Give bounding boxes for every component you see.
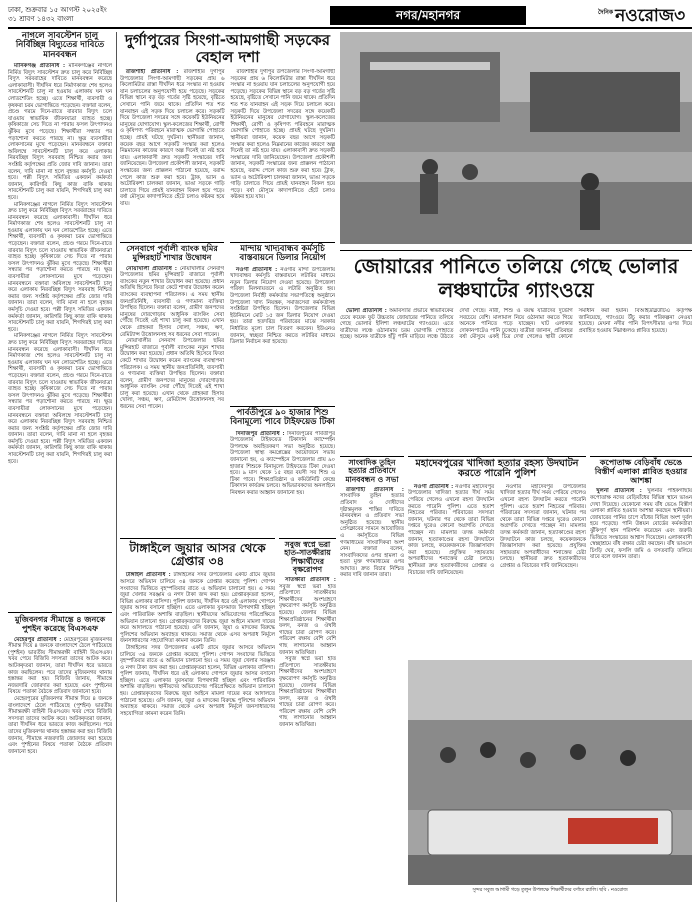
body-text-cont: টাঙ্গাইলের সদর উপজেলার একটি গ্রামে জুয়ার আসরে অভিযান চালিয়ে ৩৪ জনকে গ্রেপ্তার করেছে পুলিশ। গোপন সংবাদের ভিত্তিতে বৃহস্পতিবার রাতে এ অভিযান চালানো হয়। এ সময় জুয়া খেলার সরঞ্জাম ও নগদ টাকা জব্দ করা হয়। গ্রেপ্তারকৃতরা হলেন, বিভিন্ন এলাকার বাসিন্দা। পুলিশ জানায়, দীর্ঘদিন ধরে ওই এলাকায় গোপনে জুয়ার আসর বসানো হচ্ছিল। এতে এলাকার যুবসমাজ বিপথগামী হচ্ছিল এবং পারিবারিক অশান্তি বাড়ছিল। স্থানীয়দের অভিযোগের পরিপ্রেক্ষিতে অভিযান চালানো হয়। গ্রেপ্তারকৃতদের বিরুদ্ধে জুয়া আইনে মামলা দায়ের করে আদালতে পাঠানো হয়েছে। ওসি জানান, জুয়া ও মাদকের বিরুদ্ধে পুলিশের অভিযান অব্যাহত থাকবে। সমাজ থেকে এসব অপরাধ নির্মূলে জনসাধারণের সহযোগিতা কামনা করেন তিনি।	[120, 644, 275, 717]
story-satkhira	[279, 538, 336, 902]
body-text-cont: রাজশাহীর দুর্গাপুর উপজেলার সিংগা-আমগাছী সড়কের প্রায় ৬ কিলোমিটার রাস্তা দীর্ঘদিন ধরে সংস্কার না হওয়ায় যান চলাচলের অনুপযোগী হয়ে পড়েছে। সড়কের বিভিন্ন স্থানে বড় বড় গর্তের সৃষ্টি হয়েছে, বৃষ্টিতে সেখানে পানি জমে থাকে। প্রতিদিন শত শত যানবাহন এই সড়ক দিয়ে চলাচল করে। সড়কটি দিয়ে উপজেলা সদরের সঙ্গে কয়েকটি ইউনিয়নের মানুষের যোগাযোগ। স্কুল-কলেজের শিক্ষার্থী, রোগী ও কৃষিপণ্য পরিবহনে মারাত্মক ভোগান্তি পোহাতে হচ্ছে। প্রায়ই ঘটছে দুর্ঘটনা। স্থানীয়রা জানান, কয়েক বছর আগে সড়কটি সংস্কার করা হলেও নিম্নমানের কাজের কারণে অল্প দিনেই তা নষ্ট হয়ে যায়। এলাকাবাসী দ্রুত সড়কটি সংস্কারের দাবি জানিয়েছেন। উপজেলা প্রকৌশলী জানান, সড়কটি সংস্কারের জন্য প্রাক্কলন পাঠানো হয়েছে, বরাদ্দ পেলে কাজ শুরু করা হবে। ট্রাক, ভ্যান ও অটোরিকশা চালকরা জানান, ভাঙা সড়কে গাড়ি চালাতে গিয়ে প্রায়ই যানবাহন বিকল হয়ে পড়ে। বর্ষা মৌসুমে কাদাপানিতে হেঁটে চলাও কষ্টকর হয়ে যায়।	[230, 69, 335, 201]
story-kopotakkho	[590, 456, 692, 656]
headline: সবুজ স্বপ্নে ভরা হাত-সাতক্ষীরায় শিক্ষার্থীদের বৃক্ষরোপণ	[284, 540, 331, 574]
ferry-photo	[340, 32, 692, 244]
story-body	[120, 572, 275, 892]
story-pushin	[8, 612, 112, 902]
story-body	[590, 488, 692, 650]
byline: রাজশাহী প্রতিনিধি :	[126, 69, 179, 75]
byline: খুলনা প্রতিনিধি :	[596, 488, 642, 495]
story-body	[279, 577, 336, 877]
body-text-cont: সবুজ স্বপ্নে ভরা হাত প্রতিপাদ্যে সাতক্ষীরায় শিক্ষার্থীদের অংশগ্রহণে বৃক্ষরোপণ কর্মসূচি অনুষ্ঠিত হয়েছে। জেলার বিভিন্ন শিক্ষাপ্রতিষ্ঠানের শিক্ষার্থীরা ফলদ, বনজ ও ঔষধি গাছের চারা রোপণ করে। পরিবেশ রক্ষায় বেশি বেশি গাছ লাগানোর আহ্বান জানান অতিথিরা।	[279, 656, 336, 729]
byline: মেহেরপুর প্রতিনিধি :	[14, 636, 62, 643]
body-text: সবুজ স্বপ্নে ভরা হাত প্রতিপাদ্যে সাতক্ষীরায় শিক্ষার্থীদের অংশগ্রহণে বৃক্ষরোপণ কর্মসূচি অনুষ্ঠিত হয়েছে। জেলার বিভিন্ন শিক্ষাপ্রতিষ্ঠানের শিক্ষার্থীরা ফলদ, বনজ ও ঔষধি গাছের চারা রোপণ করে। পরিবেশ রক্ষায় বেশি বেশি গাছ লাগানোর আহ্বান জানান অতিথিরা।	[279, 583, 336, 656]
byline: ভোলা প্রতিনিধি :	[346, 308, 387, 314]
body-text-cont: মানিকগঞ্জের নাগলে নির্মিত বিদ্যুৎ সাবস্টেশন দ্রুত চালু করে নির্বিচ্ছিন্ন বিদ্যুৎ সরবরাহের দাবিতে মানববন্ধন করেছে এলাকাবাসী। দীর্ঘদিন ধরে নির্মাণকাজ শেষ হলেও সাবস্টেশনটি চালু না হওয়ায় এলাকায় ঘন ঘন লোডশেডিং হচ্ছে। এতে শিক্ষার্থী, ব্যবসায়ী ও কৃষকরা চরম ভোগান্তিতে পড়েছেন। বক্তারা বলেন, প্রচণ্ড গরমে দিনে-রাতে বারবার বিদ্যুৎ চলে যাওয়ায় স্বাভাবিক জীবনযাত্রা ব্যাহত হচ্ছে। কৃষিকাজে সেচ দিতে না পারায় ফসল উৎপাদনও ঝুঁকির মুখে পড়েছে। শিক্ষার্থীরা সন্ধ্যার পর পড়াশোনা করতে পারছে না। ক্ষুদ্র ব্যবসায়ীরা লোকসানের মুখে পড়েছেন। মানববন্ধনে বক্তারা অবিলম্বে সাবস্টেশনটি চালু করে এলাকায় নিরবচ্ছিন্ন বিদ্যুৎ সরবরাহ নিশ্চিত করার জন্য সংশ্লিষ্ট কর্তৃপক্ষের প্রতি জোর দাবি জানান। তারা বলেন, দাবি মানা না হলে বৃহত্তর কর্মসূচি দেওয়া হবে। পল্লী বিদ্যুৎ সমিতির একজন কর্মকর্তা জানান, কারিগরি কিছু কাজ বাকি থাকায় সাবস্টেশনটি চালু করা যায়নি, শিগগিরই চালু করা হবে।	[8, 201, 112, 333]
story-substation	[8, 32, 112, 608]
byline: রাজশাহী প্রতিনিধি :	[346, 486, 404, 493]
section-band: নগর/মহানগর	[330, 6, 526, 25]
byline: দিনাজপুর প্রতিনিধি :	[236, 430, 285, 437]
page-number: ৩	[674, 6, 686, 26]
date-line	[8, 6, 107, 24]
gregorian-date: ঢাকা, শুক্রবার ১৫ আগস্ট ২০২৫ইং	[8, 6, 107, 14]
body-text: অমাবস্যার প্রভাবে স্বাভাবিকের চেয়ে কয়েক ফুট উচ্চতায় জোয়ারের পানিতে তলিয়ে গেছে ভোলার ইলিশা লঞ্চঘাটের গ্যাংওয়ে। এতে যাত্রীদের লঞ্চে ওঠানামায় চরম ভোগান্তি পোহাতে হচ্ছে। অনেক যাত্রীকে হাঁটু পানি মাড়িয়ে লঞ্চে উঠতে দেখা গেছে। নারী, শিশু ও বয়স্ক যাত্রীদের দুর্ভোগ সবচেয়ে বেশি। মালামাল নিয়ে ওঠানামা করতে গিয়ে অনেকে পানিতে পড়ে যাচ্ছেন। ঘাট এলাকার দোকানপাটেও পানি ঢুকেছে। যাত্রীরা জানান, প্রতিবছর বর্ষা মৌসুমে একই চিত্র দেখা গেলেও স্থায়ী কোনো সমাধান করা হয়নি। বিআইডব্লিউটিএ কর্তৃপক্ষ জানিয়েছে, গ্যাংওয়ে উঁচু করার পরিকল্পনা নেওয়া হয়েছে। মেঘনা নদীর পানি বিপৎসীমার ওপর দিয়ে প্রবাহিত হওয়ায় নিম্নাঞ্চলও প্লাবিত হয়েছে।	[340, 308, 692, 341]
byline: মানিকগঞ্জ প্রতিনিধি :	[14, 63, 66, 70]
column-rule	[116, 32, 117, 902]
headline: জোয়ারের পানিতে তলিয়ে গেছে ভোলার লঞ্চঘাটের গ্যাংওয়ে	[353, 254, 679, 302]
byline: নোয়াখালী প্রতিনিধি :	[126, 265, 177, 272]
body-text-cont: নওগাঁর মহাদেবপুর উপজেলার খাদিজা হত্যার দীর্ঘ সময় পেরিয়ে গেলেও এখনো রহস্য উদঘাটন করতে পারেনি পুলিশ। এতে হতাশ নিহতের পরিবার। পরিবারের সদস্যরা জানান, ঘটনার পর থেকে তারা বিভিন্ন দপ্তরে ঘুরেও কোনো অগ্রগতি দেখতে পাচ্ছেন না। মামলার তদন্ত কর্মকর্তা জানান, হত্যাকাণ্ডের রহস্য উদঘাটনে কাজ চলছে, কয়েকজনকে জিজ্ঞাসাবাদ করা হয়েছে। প্রযুক্তির সহায়তায় অপরাধীদের শনাক্তের চেষ্টা চলছে। স্থানীয়রা দ্রুত হত্যাকারীদের গ্রেপ্তার ও বিচারের দাবি জানিয়েছেন।	[500, 483, 586, 569]
headline: নাগলে সাবস্টেশন চালু নির্বিচ্ছিন্ন বিদ্যুতের দাবিতে মানববন্ধন	[15, 31, 105, 60]
story-durgapur	[120, 32, 335, 237]
body-text: রাজশাহীর দুর্গাপুর উপজেলার সিংগা-আমগাছী সড়কের প্রায় ৬ কিলোমিটার রাস্তা দীর্ঘদিন ধরে সংস্কার না হওয়ায় যান চলাচলের অনুপযোগী হয়ে পড়েছে। সড়কের বিভিন্ন স্থানে বড় বড় গর্তের সৃষ্টি হয়েছে, বৃষ্টিতে সেখানে পানি জমে থাকে। প্রতিদিন শত শত যানবাহন এই সড়ক দিয়ে চলাচল করে। সড়কটি দিয়ে উপজেলা সদরের সঙ্গে কয়েকটি ইউনিয়নের মানুষের যোগাযোগ। স্কুল-কলেজের শিক্ষার্থী, রোগী ও কৃষিপণ্য পরিবহনে মারাত্মক ভোগান্তি পোহাতে হচ্ছে। প্রায়ই ঘটছে দুর্ঘটনা। স্থানীয়রা জানান, কয়েক বছর আগে সড়কটি সংস্কার করা হলেও নিম্নমানের কাজের কারণে অল্প দিনেই তা নষ্ট হয়ে যায়। এলাকাবাসী দ্রুত সড়কটি সংস্কারের দাবি জানিয়েছেন। উপজেলা প্রকৌশলী জানান, সড়কটি সংস্কারের জন্য প্রাক্কলন পাঠানো হয়েছে, বরাদ্দ পেলে কাজ শুরু করা হবে। ট্রাক, ভ্যান ও অটোরিকশা চালকরা জানান, ভাঙা সড়কে গাড়ি চালাতে গিয়ে প্রায়ই যানবাহন বিকল হয়ে পড়ে। বর্ষা মৌসুমে কাদাপানিতে হেঁটে চলাও কষ্টকর হয়ে যায়।	[120, 69, 225, 207]
body-text: মেহেরপুরের মুজিবনগর সীমান্ত দিয়ে ৪ জনকে বাংলাদেশে ঠেলে পাঠিয়েছে (পুশইন) ভারতীয় সীমান্তরক্ষী বাহিনী বিএসএফ। খবর পেয়ে বিজিবি সদস্যরা তাদের আটক করে। আটককৃতরা জানান, তারা দীর্ঘদিন ধরে ভারতে কাজ করছিলেন। পরে তাদের মুজিবনগর থানায় হস্তান্তর করা হয়। বিজিবি জানায়, সীমান্তে নজরদারি জোরদার করা হয়েছে এবং পুশইনের বিষয়ে পতাকা বৈঠকে প্রতিবাদ জানানো হবে।	[8, 636, 112, 696]
rally-photo	[408, 660, 692, 885]
story-senbag	[120, 242, 224, 502]
story-body	[120, 69, 335, 235]
headline: টাঙ্গাইলে জুয়ার আসর থেকে গ্রেপ্তার ৩৪	[129, 541, 266, 569]
body-text: খুলনার পাইকগাছায় কপোতাক্ষ নদের বেড়িবাঁধের বিভিন্ন স্থানে ভাঙন দেখা দিয়েছে। যেকোনো সময় বাঁধ ভেঙে বিস্তীর্ণ এলাকা প্লাবিত হওয়ার আশঙ্কা করছেন স্থানীয়রা। জোয়ারের পানির চাপে বাঁধের বিভিন্ন অংশ দুর্বল হয়ে পড়েছে। পানি উন্নয়ন বোর্ডের কর্মকর্তারা ঝুঁকিপূর্ণ স্থান পরিদর্শন করেছেন এবং জরুরি ভিত্তিতে সংস্কারের আশ্বাস দিয়েছেন। এলাকাবাসী স্বেচ্ছাশ্রমে বাঁধ রক্ষার চেষ্টা করছেন। বাঁধ ভাঙলে চিংড়ি ঘের, ফসলি জমি ও বসতবাড়ি তলিয়ে যাবে বলে জানান তারা।	[590, 488, 692, 561]
byline: নওগাঁ প্রতিনিধি :	[236, 266, 278, 273]
story-body	[408, 484, 586, 649]
story-parbatipur	[230, 406, 335, 531]
body-text: নওগাঁর মহাদেবপুর উপজেলার খাদিজা হত্যার দীর্ঘ সময় পেরিয়ে গেলেও এখনো রহস্য উদঘাটন করতে পারেনি পুলিশ। এতে হতাশ নিহতের পরিবার। পরিবারের সদস্যরা জানান, ঘটনার পর থেকে তারা বিভিন্ন দপ্তরে ঘুরেও কোনো অগ্রগতি দেখতে পাচ্ছেন না। মামলার তদন্ত কর্মকর্তা জানান, হত্যাকাণ্ডের রহস্য উদঘাটনে কাজ চলছে, কয়েকজনকে জিজ্ঞাসাবাদ করা হয়েছে। প্রযুক্তির সহায়তায় অপরাধীদের শনাক্তের চেষ্টা চলছে। স্থানীয়রা দ্রুত হত্যাকারীদের গ্রেপ্তার ও বিচারের দাবি জানিয়েছেন।	[408, 483, 495, 576]
body-text-cont: মেহেরপুরের মুজিবনগর সীমান্ত দিয়ে ৪ জনকে বাংলাদেশে ঠেলে পাঠিয়েছে (পুশইন) ভারতীয় সীমান্তরক্ষী বাহিনী বিএসএফ। খবর পেয়ে বিজিবি সদস্যরা তাদের আটক করে। আটককৃতরা জানান, তারা দীর্ঘদিন ধরে ভারতে কাজ করছিলেন। পরে তাদের মুজিবনগর থানায় হস্তান্তর করা হয়। বিজিবি জানায়, সীমান্তে নজরদারি জোরদার করা হয়েছে এবং পুশইনের বিষয়ে পতাকা বৈঠকে প্রতিবাদ জানানো হবে।	[8, 695, 112, 755]
byline: নওগাঁ প্রতিনিধি :	[414, 483, 454, 490]
story-body	[8, 63, 112, 603]
body-text: নোয়াখালীর সেনবাগ উপজেলার ছমির মুন্সিরহাট বাজারে পূর্বালী ব্যাংকের নতুন শাখার উদ্বোধন করা হয়েছে। প্রধান অতিথি হিসেবে ফিতা কেটে শাখার উদ্বোধন করেন ব্যাংকের ব্যবস্থাপনা পরিচালক। এ সময় স্থানীয় জনপ্রতিনিধি, ব্যবসায়ী ও গণ্যমান্য ব্যক্তিরা উপস্থিত ছিলেন। বক্তারা বলেন, গ্রামীণ জনপদের মানুষের দোরগোড়ায় আধুনিক ব্যাংকিং সেবা পৌঁছে দিতেই এই শাখা চালু করা হয়েছে। এখান থেকে গ্রাহকরা হিসাব খোলা, সঞ্চয়, ঋণ, রেমিট্যান্স উত্তোলনসহ সব ধরনের সেবা পাবেন।	[120, 265, 224, 338]
story-tangail	[120, 538, 275, 902]
story-manda	[230, 242, 335, 402]
bangla-date: ৩১ শ্রাবণ ১৪৩২ বাংলা	[8, 15, 74, 23]
body-text: টাঙ্গাইলের সদর উপজেলার একটি গ্রামে জুয়ার আসরে অভিযান চালিয়ে ৩৪ জনকে গ্রেপ্তার করেছে পুলিশ। গোপন সংবাদের ভিত্তিতে বৃহস্পতিবার রাতে এ অভিযান চালানো হয়। এ সময় জুয়া খেলার সরঞ্জাম ও নগদ টাকা জব্দ করা হয়। গ্রেপ্তারকৃতরা হলেন, বিভিন্ন এলাকার বাসিন্দা। পুলিশ জানায়, দীর্ঘদিন ধরে ওই এলাকায় গোপনে জুয়ার আসর বসানো হচ্ছিল। এতে এলাকার যুবসমাজ বিপথগামী হচ্ছিল এবং পারিবারিক অশান্তি বাড়ছিল। স্থানীয়দের অভিযোগের পরিপ্রেক্ষিতে অভিযান চালানো হয়। গ্রেপ্তারকৃতদের বিরুদ্ধে জুয়া আইনে মামলা দায়ের করে আদালতে পাঠানো হয়েছে। ওসি জানান, জুয়া ও মাদকের বিরুদ্ধে পুলিশের অভিযান অব্যাহত থাকবে। সমাজ থেকে এসব অপরাধ নির্মূলে জনসাধারণের সহযোগিতা কামনা করেন তিনি।	[120, 572, 275, 645]
headline: দুর্গাপুরের সিংগা-আমগাছী সড়কের বেহাল দশা	[124, 31, 331, 66]
headline: মহাদেবপুরের খাদিজা হত্যার রহস্য উদঘাটন করতে পারেনি পুলিশ	[415, 458, 579, 480]
story-body	[8, 637, 112, 889]
body-text: দিনাজপুরের পার্বতীপুর উপজেলায় টাইফয়েড টিকাদান ক্যাম্পেইন উপলক্ষে অবহিতকরণ সভা অনুষ্ঠিত হয়েছে। উপজেলা স্বাস্থ্য কমপ্লেক্সের আয়োজনে সভায় জানানো হয়, এ ক্যাম্পেইনে উপজেলার প্রায় ৯০ হাজার শিশুকে বিনামূল্যে টাইফয়েড টিকা দেওয়া হবে। ৯ মাস থেকে ১৫ বছর বয়সী সব শিশু এ টিকা পাবে। শিক্ষাপ্রতিষ্ঠান ও কমিউনিটি কেন্দ্রে টিকাদান কার্যক্রম চলবে। অভিভাবকদের অনলাইনে নিবন্ধন করার আহ্বান জানানো হয়।	[230, 430, 335, 497]
headline: মুজিবনগর সীমান্তে ৪ জনকে পুশইন করেছে বিএসএফ	[14, 615, 106, 633]
byline: সাতক্ষীরা প্রতিনিধি :	[285, 577, 336, 583]
body-text: মানিকগঞ্জের নাগলে নির্মিত বিদ্যুৎ সাবস্টেশন দ্রুত চালু করে নির্বিচ্ছিন্ন বিদ্যুৎ সরবরাহের দাবিতে মানববন্ধন করেছে এলাকাবাসী। দীর্ঘদিন ধরে নির্মাণকাজ শেষ হলেও সাবস্টেশনটি চালু না হওয়ায় এলাকায় ঘন ঘন লোডশেডিং হচ্ছে। এতে শিক্ষার্থী, ব্যবসায়ী ও কৃষকরা চরম ভোগান্তিতে পড়েছেন। বক্তারা বলেন, প্রচণ্ড গরমে দিনে-রাতে বারবার বিদ্যুৎ চলে যাওয়ায় স্বাভাবিক জীবনযাত্রা ব্যাহত হচ্ছে। কৃষিকাজে সেচ দিতে না পারায় ফসল উৎপাদনও ঝুঁকির মুখে পড়েছে। শিক্ষার্থীরা সন্ধ্যার পর পড়াশোনা করতে পারছে না। ক্ষুদ্র ব্যবসায়ীরা লোকসানের মুখে পড়েছেন। মানববন্ধনে বক্তারা অবিলম্বে সাবস্টেশনটি চালু করে এলাকায় নিরবচ্ছিন্ন বিদ্যুৎ সরবরাহ নিশ্চিত করার জন্য সংশ্লিষ্ট কর্তৃপক্ষের প্রতি জোর দাবি জানান। তারা বলেন, দাবি মানা না হলে বৃহত্তর কর্মসূচি দেওয়া হবে। পল্লী বিদ্যুৎ সমিতির একজন কর্মকর্তা জানান, কারিগরি কিছু কাজ বাকি থাকায় সাবস্টেশনটি চালু করা যায়নি, শিগগিরই চালু করা হবে।	[8, 63, 112, 201]
body-text-cont2: মানিকগঞ্জের নাগলে নির্মিত বিদ্যুৎ সাবস্টেশন দ্রুত চালু করে নির্বিচ্ছিন্ন বিদ্যুৎ সরবরাহের দাবিতে মানববন্ধন করেছে এলাকাবাসী। দীর্ঘদিন ধরে নির্মাণকাজ শেষ হলেও সাবস্টেশনটি চালু না হওয়ায় এলাকায় ঘন ঘন লোডশেডিং হচ্ছে। এতে শিক্ষার্থী, ব্যবসায়ী ও কৃষকরা চরম ভোগান্তিতে পড়েছেন। বক্তারা বলেন, প্রচণ্ড গরমে দিনে-রাতে বারবার বিদ্যুৎ চলে যাওয়ায় স্বাভাবিক জীবনযাত্রা ব্যাহত হচ্ছে। কৃষিকাজে সেচ দিতে না পারায় ফসল উৎপাদনও ঝুঁকির মুখে পড়েছে। শিক্ষার্থীরা সন্ধ্যার পর পড়াশোনা করতে পারছে না। ক্ষুদ্র ব্যবসায়ীরা লোকসানের মুখে পড়েছেন। মানববন্ধনে বক্তারা অবিলম্বে সাবস্টেশনটি চালু করে এলাকায় নিরবচ্ছিন্ন বিদ্যুৎ সরবরাহ নিশ্চিত করার জন্য সংশ্লিষ্ট কর্তৃপক্ষের প্রতি জোর দাবি জানান। তারা বলেন, দাবি মানা না হলে বৃহত্তর কর্মসূচি দেওয়া হবে। পল্লী বিদ্যুৎ সমিতির একজন কর্মকর্তা জানান, কারিগরি কিছু কাজ বাকি থাকায় সাবস্টেশনটি চালু করা যায়নি, শিগগিরই চালু করা হবে।	[8, 333, 112, 465]
story-body	[230, 267, 335, 387]
story-body	[230, 431, 335, 519]
headline: কপোতাক্ষ বেড়িবাঁধ ভেঙে বিস্তীর্ণ এলাকা প্লাবিত হওয়ার আশঙ্কা	[594, 458, 688, 485]
story-body	[340, 308, 692, 446]
headline: পার্বতীপুরে ৯০ হাজার শিশু বিনামূল্যে পাবে টাইফয়েড টিকা	[230, 408, 335, 428]
byline: টাঙ্গাইল প্রতিনিধি :	[126, 572, 171, 579]
story-body	[120, 266, 224, 486]
logo-prefix: দৈনিক	[598, 9, 614, 17]
headline: সাংবাদিক তুহিন হত্যার প্রতিবাদে মানববন্ধন ও সভা	[345, 458, 399, 484]
rally-photo-caption: সুন্দর সবুজ আগামী গড়ে তুলুন উপলক্ষে শিক্ষার্থীদের বর্ণাঢ্য র‍্যালি। ছবি : নওরোজ	[472, 888, 628, 893]
story-khadija	[408, 456, 586, 656]
headline: সেনবাগে পূর্বালী ব্যাংক ছমির মুন্সিরহাট শাখার উদ্বোধন	[126, 244, 218, 262]
rally-photo-image	[408, 660, 692, 885]
body-text-cont: নোয়াখালীর সেনবাগ উপজেলার ছমির মুন্সিরহাট বাজারে পূর্বালী ব্যাংকের নতুন শাখার উদ্বোধন করা হয়েছে। প্রধান অতিথি হিসেবে ফিতা কেটে শাখার উদ্বোধন করেন ব্যাংকের ব্যবস্থাপনা পরিচালক। এ সময় স্থানীয় জনপ্রতিনিধি, ব্যবসায়ী ও গণ্যমান্য ব্যক্তিরা উপস্থিত ছিলেন। বক্তারা বলেন, গ্রামীণ জনপদের মানুষের দোরগোড়ায় আধুনিক ব্যাংকিং সেবা পৌঁছে দিতেই এই শাখা চালু করা হয়েছে। এখান থেকে গ্রাহকরা হিসাব খোলা, সঞ্চয়, ঋণ, রেমিট্যান্স উত্তোলনসহ সব ধরনের সেবা পাবেন।	[120, 338, 224, 411]
logo-text: নওরোজ	[615, 6, 675, 26]
headline: মান্দায় খাদ্যবান্ধব কর্মসূচি বাস্তবায়নে ডিলার নিয়োগ	[239, 244, 326, 264]
body-text: নওগাঁর মান্দা উপজেলায় খাদ্যবান্ধব কর্মসূচি বাস্তবায়নে লটারির মাধ্যমে নতুন ডিলার নিয়োগ দেওয়া হয়েছে। উপজেলা পরিষদ মিলনায়তনে এ লটারি অনুষ্ঠিত হয়। উপজেলা নির্বাহী কর্মকর্তার সভাপতিত্বে অনুষ্ঠানে উপজেলা খাদ্য নিয়ন্ত্রক, সমাজসেবা কর্মকর্তাসহ সংশ্লিষ্টরা উপস্থিত ছিলেন। উপজেলার বিভিন্ন ইউনিয়নে মোট ১৫ জন ডিলার নিয়োগ দেওয়া হয়। তারা হতদরিদ্র পরিবারের মাঝে সরকার নির্ধারিত মূল্যে চাল বিতরণ করবেন। ইউএনও জানান, স্বচ্ছতা নিশ্চিত করতে লটারির মাধ্যমে ডিলার নির্বাচন করা হয়েছে।	[230, 266, 335, 346]
ferry-photo-image	[340, 32, 692, 244]
header-rule	[8, 27, 692, 29]
story-bhola	[340, 250, 692, 450]
story-body	[340, 487, 404, 627]
story-tuhin	[340, 456, 404, 901]
body-text: সাংবাদিক তুহিন হত্যার প্রতিবাদ ও দোষীদের দৃষ্টান্তমূলক শাস্তির দাবিতে মানববন্ধন ও প্রতিবাদ সভা অনুষ্ঠিত হয়েছে। স্থানীয় প্রেসক্লাবের সামনে আয়োজিত এ কর্মসূচিতে বিভিন্ন গণমাধ্যমের সাংবাদিকরা অংশ নেন। বক্তারা বলেন, সাংবাদিকদের ওপর হামলা ও হত্যা মুক্ত গণমাধ্যমের ওপর আঘাত। দ্রুত বিচার নিশ্চিত করার দাবি জানান তারা।	[340, 493, 404, 579]
